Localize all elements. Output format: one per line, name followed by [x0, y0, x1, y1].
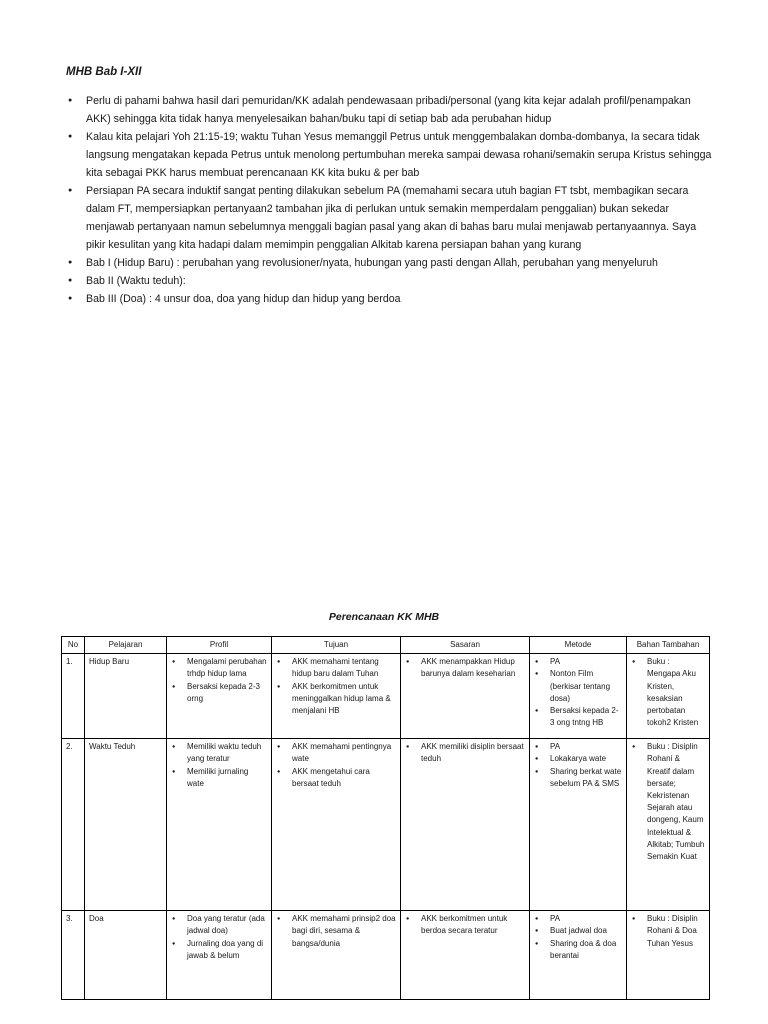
cell-list-item: ● Buku : Disiplin Rohani & Doa Tuhan Yesus [631, 913, 705, 950]
cell-metode [530, 911, 627, 1000]
cell-list-item: ● Sharing berkat wate sebelum PA & SMS [534, 766, 622, 790]
note-item: ● Bab II (Waktu teduh): [66, 272, 716, 290]
cell-list-item: ● Buat jadwal doa [534, 925, 622, 937]
cell-bahan-tambahan [627, 739, 710, 911]
cell-list-item: ● PA [534, 741, 622, 753]
cell-list-item: ● AKK berkomitmen untuk berdoa secara teratur [405, 913, 525, 937]
cell-list-item: ● Jurnaling doa yang di jawab & belum [171, 938, 267, 962]
cell-list-item: ● Bersaksi kepada 2-3 orng [171, 681, 267, 705]
cell-list-item: ● AKK memahami prinsip2 doa bagi diri, sesama & bangsa/dunia [276, 913, 396, 950]
cell-metode [530, 739, 627, 911]
cell-list-item: ● Bersaksi kepada 2-3 ong tntng HB [534, 705, 622, 729]
cell-list-item: ● Doa yang teratur (ada jadwal doa) [171, 913, 267, 937]
cell-list-item: ● Buku : Mengapa Aku Kristen, kesaksian pertobatan tokoh2 Kristen [631, 656, 705, 729]
note-item: ● Bab I (Hidup Baru) : perubahan yang revolusioner/nyata, hubungan yang pasti dengan Allah, perubahan yang menyeluruh [66, 254, 716, 272]
planning-table [61, 636, 710, 1000]
cell-pelajaran: Waktu Teduh [85, 739, 167, 911]
cell-list-item: ● PA [534, 913, 622, 925]
cell-list-item: ● AKK berkomitmen untuk meninggalkan hidup lama & menjalani HB [276, 681, 396, 718]
cell-no: 2. [62, 739, 85, 911]
cell-tujuan [272, 739, 401, 911]
cell-list-item: ● AKK menampakkan Hidup barunya dalam keseharian [405, 656, 525, 680]
header-sasaran: Sasaran [401, 637, 530, 654]
cell-tujuan [272, 654, 401, 739]
cell-list-item: ● AKK memahami tentang hidup baru dalam Tuhan [276, 656, 396, 680]
cell-no: 3. [62, 911, 85, 1000]
cell-no: 1. [62, 654, 85, 739]
header-bahan-tambahan: Bahan Tambahan [627, 637, 710, 654]
cell-bahan-tambahan [627, 654, 710, 739]
cell-metode [530, 654, 627, 739]
note-item: ● Kalau kita pelajari Yoh 21:15-19; waktu Tuhan Yesus memanggil Petrus untuk menggembalakan domba-dombanya, Ia secara tidak langsung mengatakan kepada Petrus untuk menolong pertumbuhan mereka sampai dewasa rohani/semakin serupa Kristus sehingga kita sebagai PKK harus membuat perencanaan KK kita buku & per bab [66, 128, 716, 182]
cell-list-item: ● Nonton Film (berkisar tentang dosa) [534, 668, 622, 705]
note-item: ● Persiapan PA secara induktif sangat penting dilakukan sebelum PA (memahami secara utuh bagian FT tsbt, membagikan secara dalam FT, mempersiapkan pertanyaan2 tambahan jika di perlukan untuk semakin memperdalam penggalian) bukan sekedar menjawab pertanyaan namun sebelumnya menggali bagian pasal yang akan di bahas baru mulai menjawab pertanyaannya. Saya pikir kesulitan yang kita hadapi dalam memimpin penggalian Alkitab karena persiapan bahan yang kurang [66, 182, 716, 254]
cell-profil [167, 911, 272, 1000]
header-tujuan: Tujuan [272, 637, 401, 654]
cell-sasaran [401, 911, 530, 1000]
note-item: ● Bab III (Doa) : 4 unsur doa, doa yang hidup dan hidup yang berdoa [66, 290, 716, 308]
cell-bahan-tambahan [627, 911, 710, 1000]
cell-list-item: ● Sharing doa & doa berantai [534, 938, 622, 962]
cell-profil [167, 654, 272, 739]
cell-list-item: ● Memiliki jurnaling wate [171, 766, 267, 790]
cell-list-item: ● Memiliki waktu teduh yang teratur [171, 741, 267, 765]
cell-sasaran [401, 739, 530, 911]
document-title: MHB Bab I-XII [66, 66, 142, 78]
notes-bullet-list [66, 92, 716, 308]
cell-pelajaran: Doa [85, 911, 167, 1000]
cell-list-item: ● Lokakarya wate [534, 753, 622, 765]
cell-list-item: ● Mengalami perubahan trhdp hidup lama [171, 656, 267, 680]
cell-profil [167, 739, 272, 911]
table-row [62, 654, 710, 739]
cell-tujuan [272, 911, 401, 1000]
cell-sasaran [401, 654, 530, 739]
header-metode: Metode [530, 637, 627, 654]
cell-list-item: ● AKK memahami pentingnya wate [276, 741, 396, 765]
note-item: ● Perlu di pahami bahwa hasil dari pemuridan/KK adalah pendewasaan pribadi/personal (yang kita kejar adalah profil/penampakan AKK) sehingga kita tidak hanya menyelesaikan bahan/buku tapi di setiap bab ada perubahan hidup [66, 92, 716, 128]
cell-list-item: ● AKK mengetahui cara bersaat teduh [276, 766, 396, 790]
cell-list-item: ● AKK memiliki disiplin bersaat teduh [405, 741, 525, 765]
table-row [62, 911, 710, 1000]
cell-pelajaran: Hidup Baru [85, 654, 167, 739]
header-no: No [62, 637, 85, 654]
table-title: Perencanaan KK MHB [328, 611, 440, 623]
header-profil: Profil [167, 637, 272, 654]
cell-list-item: ● PA [534, 656, 622, 668]
table-header-row [62, 637, 710, 654]
cell-list-item: ● Buku : Disiplin Rohani & Kreatif dalam bersate; Kekristenan Sejarah atau dongeng, Kaum Intelektual & Alkitab; Tumbuh Semakin Kuat [631, 741, 705, 863]
table-row [62, 739, 710, 911]
header-pelajaran: Pelajaran [85, 637, 167, 654]
